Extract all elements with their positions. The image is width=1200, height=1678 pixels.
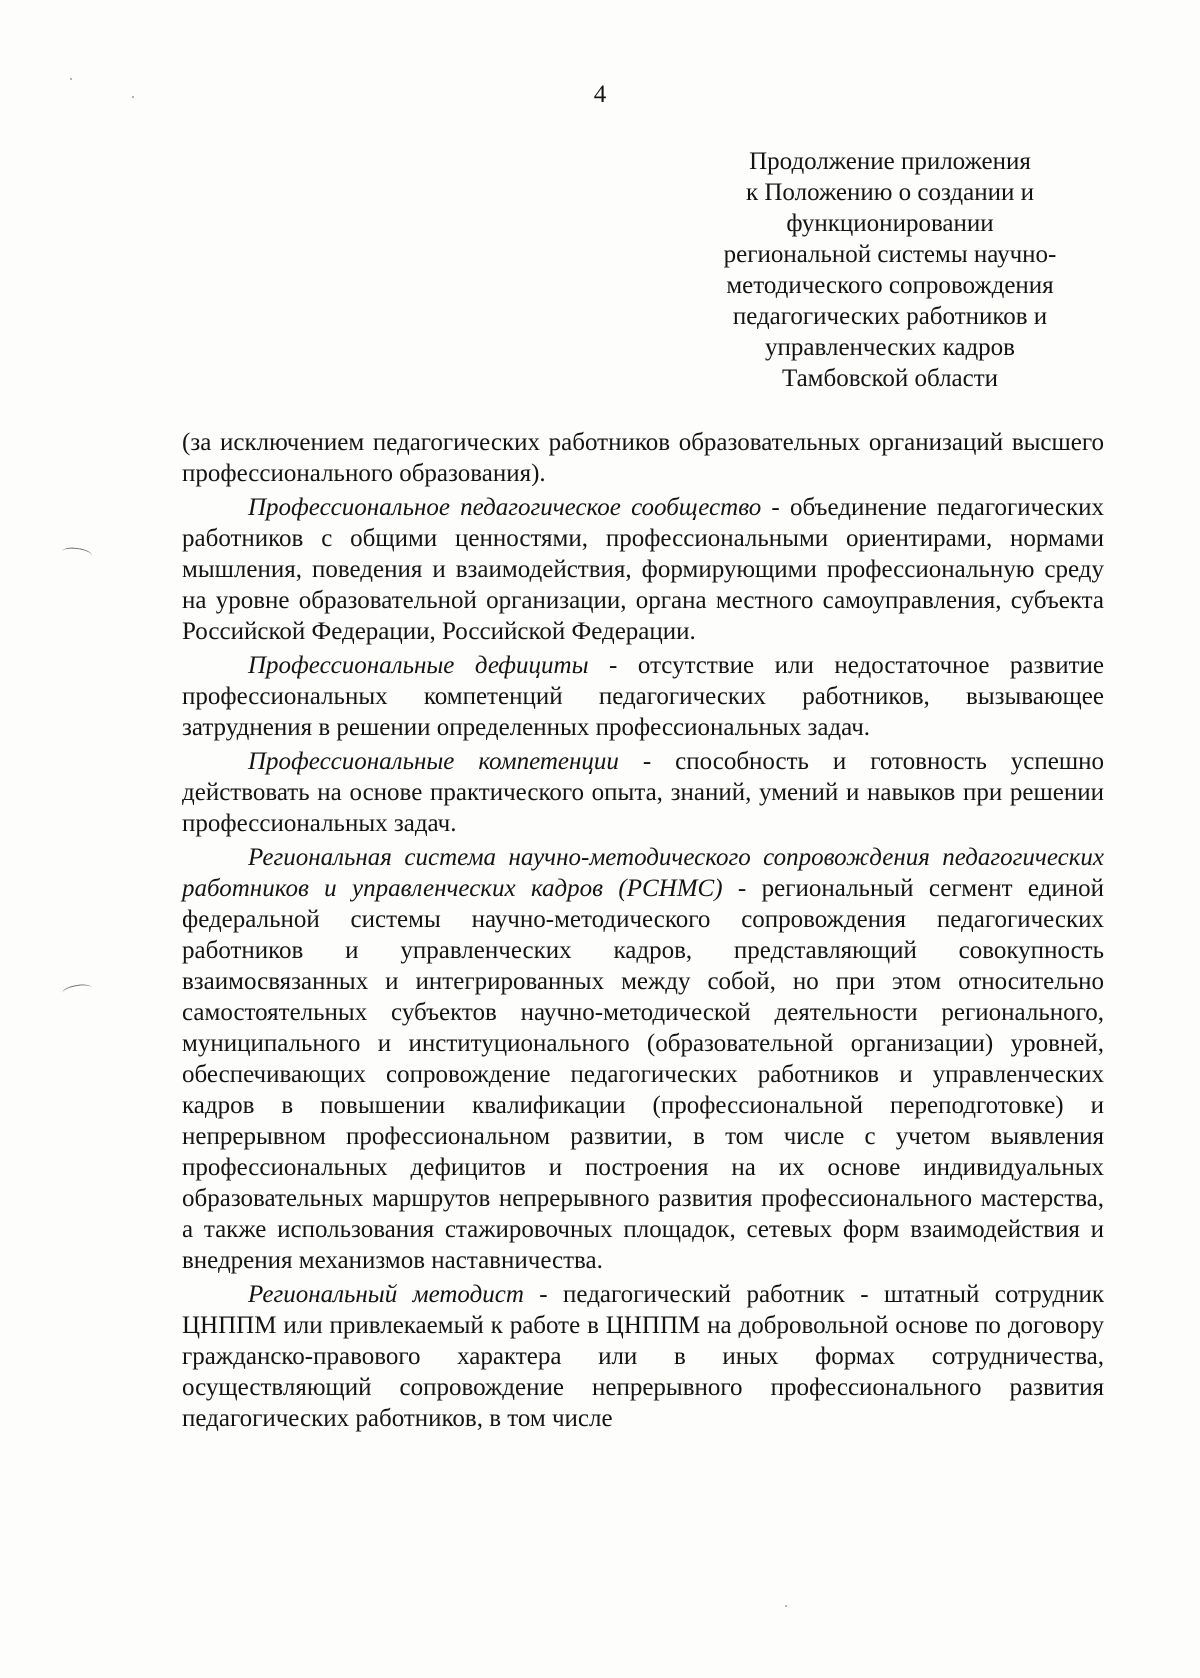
appendix-note-line: методического сопровождения [726,272,1054,299]
appendix-note-line: региональной системы научно- [723,241,1057,268]
definition-separator: - [588,652,638,679]
appendix-note-line: к Положению о создании и [745,179,1035,206]
definition-text: способность и готовность успешно действовать на основе практического опыта, знаний, умений и навыков при решении профессиональных задач. [182,748,1105,837]
scan-artifact-mark [61,546,92,561]
definition-separator: - [761,494,790,521]
page-number: 4 [593,81,607,108]
definition-term: Профессиональные дефициты [248,652,589,679]
definition-separator: - [523,1281,564,1308]
definition-paragraph [182,650,1104,743]
continuation-paragraph: (за исключением педагогических работников образовательных организаций высшего профессионального образования). [182,429,1104,487]
document-body [182,427,1104,1437]
appendix-note-line: управленческих кадров [765,334,1015,361]
definition-paragraph [182,842,1104,1276]
definition-term: Региональная система научно-методического сопровождения педагогических работников и управленческих кадров (РСНМС) [182,844,1104,902]
definition-term: Региональный методист [248,1281,524,1308]
scan-artifact-dot [70,78,72,80]
definition-paragraph [182,746,1104,839]
scan-artifact-dot [132,96,134,98]
definition-paragraph [182,492,1104,647]
scan-artifact-dot [785,1605,787,1607]
scan-artifact-mark [61,982,92,998]
appendix-note-line: педагогических работников и [732,303,1048,330]
appendix-note-line: Продолжение приложения [749,148,1031,175]
definition-separator: - [618,748,676,775]
definition-term: Профессиональные компетенции [248,748,619,775]
definition-paragraph [182,1279,1104,1434]
appendix-note-line: функционировании [786,210,994,237]
definition-separator: - [722,875,762,902]
definition-term: Профессиональное педагогическое сообщество [248,494,762,521]
definition-text: объединение педагогических работников с общими ценностями, профессиональными ориентирами, нормами мышления, поведения и взаимодействия, формирующими профессиональную среду на уровне образовательной организации, органа местного самоуправления, субъекта Российской Федерации, Российской Федерации. [182,494,1105,645]
definition-text: региональный сегмент единой федеральной системы научно-методического сопровождения педагогических работников и управленческих кадров, представляющий совокупность взаимосвязанных и интегрированных между собой, но при этом относительно самостоятельных субъектов научно-методической деятельности регионального, муниципального и институционального (образовательной организации) уровней, обеспечивающих сопровождение педагогических работников и управленческих кадров в повышении квалификации (профессиональной переподготовке) и непрерывном профессиональном развитии, в том числе с учетом выявления профессиональных дефицитов и построения на их основе индивидуальных образовательных маршрутов непрерывного развития профессионального мастерства, а также использования стажировочных площадок, сетевых форм взаимодействия и внедрения механизмов наставничества. [182,875,1105,1274]
appendix-note-line: Тамбовской области [781,365,999,392]
appendix-note [700,146,1080,394]
definition-text: педагогический работник - штатный сотрудник ЦНППМ или привлекаемый к работе в ЦНППМ на добровольной основе по договору гражданско-правового характера или в иных формах сотрудничества, осуществляющий сопровождение непрерывного профессионального развития педагогических работников, в том числе [182,1281,1104,1432]
definition-text: отсутствие или недостаточное развитие профессиональных компетенций педагогических работников, вызывающее затруднения в решении определенных профессиональных задач. [182,652,1104,741]
